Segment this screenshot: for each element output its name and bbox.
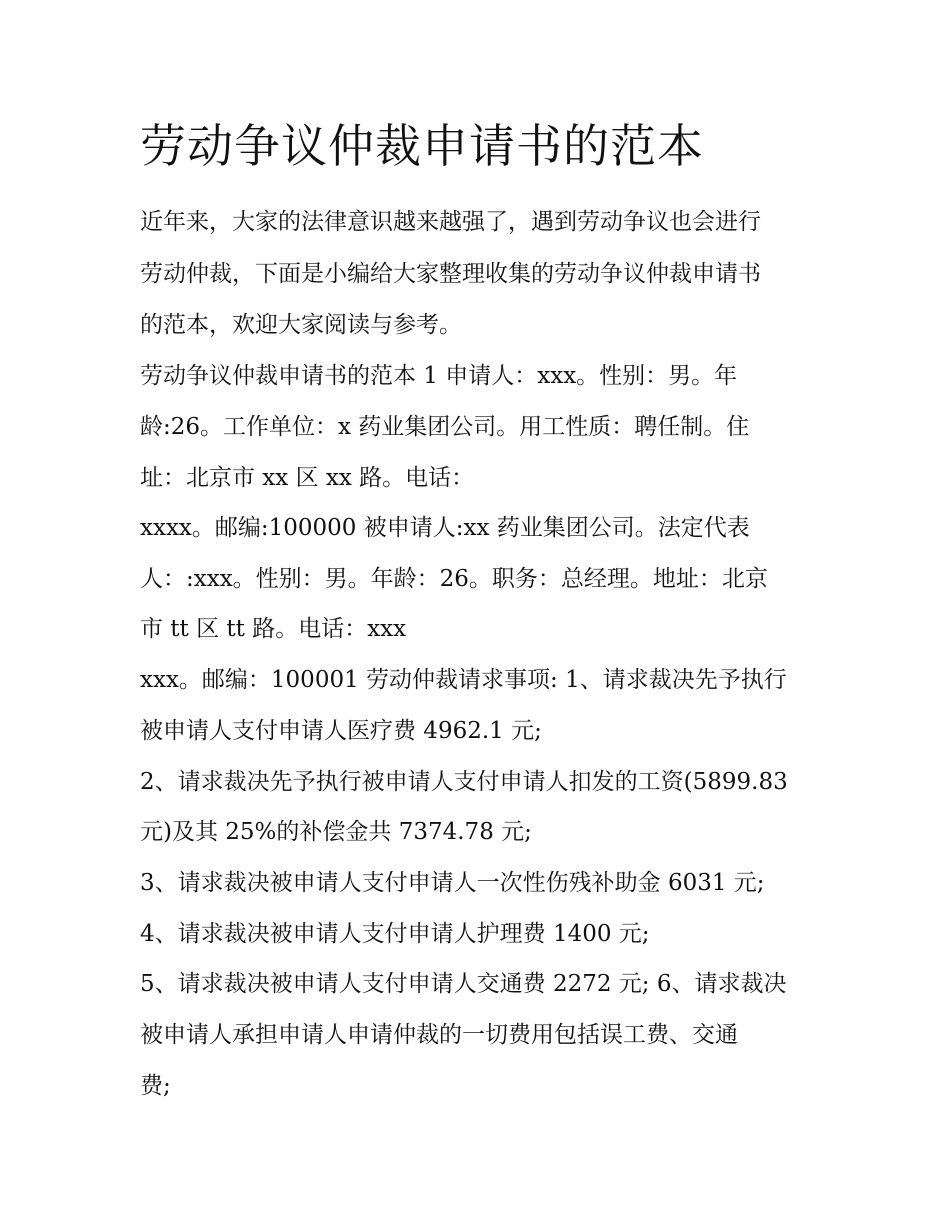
document-title: 劳动争议仲裁申请书的范本	[140, 119, 704, 173]
body-line-5: 龄:26。工作单位：x 药业集团公司。用工性质：聘任制。住	[140, 414, 750, 440]
body-line-16: 5、请求裁决被申请人支付申请人交通费 2272 元; 6、请求裁决	[140, 971, 787, 997]
body-line-6: 址：北京市 xx 区 xx 路。电话：	[140, 465, 475, 491]
body-line-11: 被申请人支付申请人医疗费 4962.1 元;	[140, 718, 542, 744]
body-line-10: xxx。邮编：100001 劳动仲裁请求事项: 1、请求裁决先予执行	[140, 667, 787, 693]
body-line-17: 被申请人承担申请人申请仲裁的一切费用包括误工费、交通	[140, 1022, 738, 1048]
body-line-14: 3、请求裁决被申请人支付申请人一次性伤残补助金 6031 元;	[140, 870, 765, 896]
body-line-18: 费;	[140, 1073, 171, 1099]
body-line-15: 4、请求裁决被申请人支付申请人护理费 1400 元;	[140, 921, 650, 947]
body-line-7: xxxx。邮编:100000 被申请人:xx 药业集团公司。法定代表	[140, 515, 750, 541]
body-line-4: 劳动争议仲裁申请书的范本 1 申请人：xxx。性别：男。年	[140, 363, 738, 389]
body-line-13: 元)及其 25%的补偿金共 7374.78 元;	[140, 819, 532, 845]
body-line-3: 的范本，欢迎大家阅读与参考。	[140, 312, 462, 338]
body-line-9: 市 tt 区 tt 路。电话：xxx	[140, 616, 407, 642]
body-line-2: 劳动仲裁，下面是小编给大家整理收集的劳动争议仲裁申请书	[140, 261, 761, 287]
body-line-12: 2、请求裁决先予执行被申请人支付申请人扣发的工资(5899.83	[140, 769, 788, 795]
body-line-1: 近年来，大家的法律意识越来越强了，遇到劳动争议也会进行	[140, 209, 761, 235]
body-line-8: 人：:xxx。性别：男。年龄：26。职务：总经理。地址：北京	[140, 566, 768, 592]
